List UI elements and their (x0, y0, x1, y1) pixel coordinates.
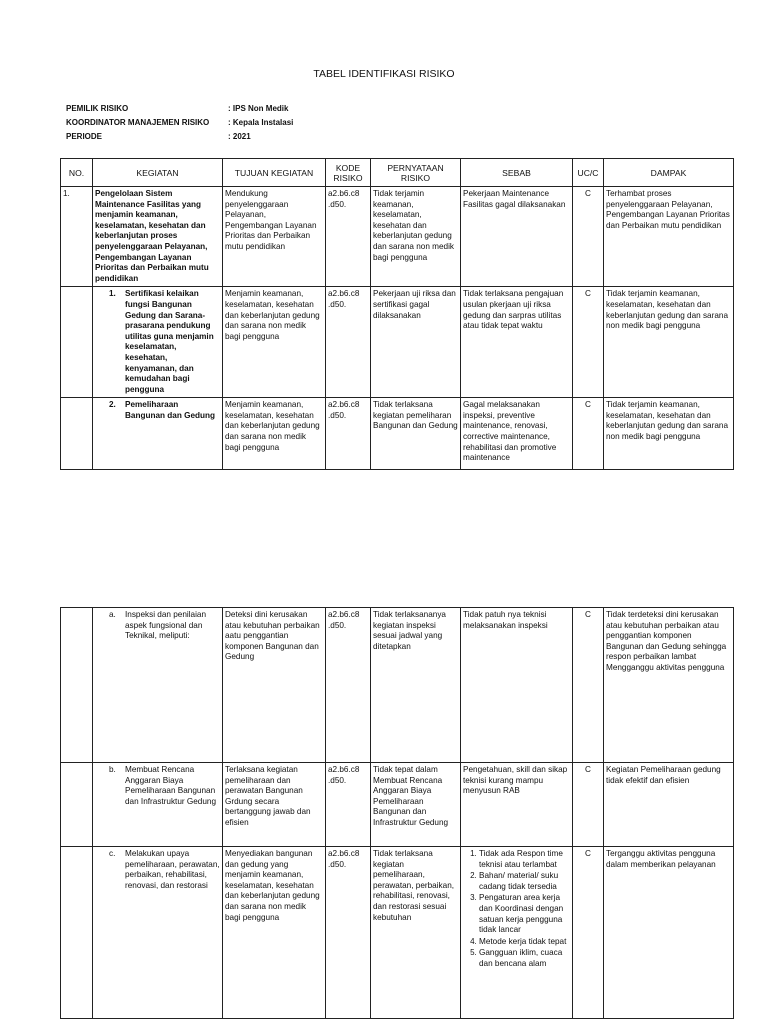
header-sebab: SEBAB (461, 159, 573, 187)
document-title: TABEL IDENTIFIKASI RISIKO (313, 68, 455, 80)
meta-value: : Kepala Instalasi (228, 118, 294, 127)
cell-dampak: Tidak terdeteksi dini kerusakan atau kebutuhan perbaikan atau penggantian komponen Bangunan dan Gedung sehingga respon perbaikan lambat Mengganggu aktivitas pengguna (604, 608, 734, 763)
meta-label: PERIODE (66, 132, 103, 141)
cell-tujuan: Deteksi dini kerusakan atau kebutuhan perbaikan aatu penggantian komponen Bangunan dan Gedung (223, 608, 326, 763)
cell-no: 1. (61, 187, 93, 287)
cell-dampak: Kegiatan Pemeliharaan gedung tidak efektif dan efisien (604, 763, 734, 847)
cell-kode: a2.b6.c8 .d50. (326, 847, 371, 1019)
cell-dampak: Tidak terjamin keamanan, keselamatan, kesehatan dan keberlanjutan gedung dan sarana non medik bagi pengguna (604, 287, 734, 398)
meta-label: PEMILIK RISIKO (66, 104, 129, 113)
cause-item: 2. Bahan/ material/ suku cadang tidak tersedia (479, 871, 570, 892)
risk-meta-block (66, 102, 293, 144)
cell-kode: a2.b6.c8 .d50. (326, 398, 371, 470)
sub-item-text: Pemeliharaan Bangunan dan Gedung (125, 400, 216, 420)
header-kode: KODE RISIKO (326, 159, 371, 187)
cell-tujuan: Terlaksana kegiatan pemeliharaan dan perawatan Bangunan Grdung secara bertanggung jawab dan efisien (223, 763, 326, 847)
table-row (61, 287, 734, 398)
meta-row-coordinator (66, 116, 293, 130)
cell-pernyataan: Tidak terjamin keamanan, keselamatan, kesehatan dan keberlanjutan gedung dan sarana non medik bagi pengguna (371, 187, 461, 287)
cell-dampak: Terhambat proses penyelenggaraan Pelayanan, Pengembangan Layanan Prioritas dan Perbaikan mutu pendidikan (604, 187, 734, 287)
cell-ucc: C (573, 187, 604, 287)
risk-table-continued (60, 607, 734, 1019)
cell-pernyataan: Tidak terlaksananya kegiatan inspeksi sesuai jadwal yang ditetapkan (371, 608, 461, 763)
cause-item: 5. Gangguan iklim, cuaca dan bencana alam (479, 948, 570, 969)
sub-item (95, 849, 220, 891)
cause-item: 1. Tidak ada Respon time teknisi atau terlambat (479, 849, 570, 870)
cell-ucc: C (573, 398, 604, 470)
header-ucc: UC/C (573, 159, 604, 187)
sub-item (95, 289, 220, 395)
cell-dampak: Tidak terjamin keamanan, keselamatan, kesehatan dan keberlanjutan gedung dan sarana non medik bagi pengguna (604, 398, 734, 470)
cell-kode: a2.b6.c8 .d50. (326, 763, 371, 847)
cell-no (61, 763, 93, 847)
cell-tujuan: Menyediakan bangunan dan gedung yang menjamin keamanan, keselamatan, kesehatan dan keberlanjutan gedung dan sarana non medik bagi pengguna (223, 847, 326, 1019)
sub-item (95, 400, 220, 421)
cell-kegiatan (93, 398, 223, 470)
table-row (61, 763, 734, 847)
cell-sebab: Tidak patuh nya teknisi melaksanakan inspeksi (461, 608, 573, 763)
header-pernyataan: PERNYATAAN RISIKO (371, 159, 461, 187)
sub-item-number: a. (109, 610, 116, 619)
header-dampak: DAMPAK (604, 159, 734, 187)
table-row (61, 608, 734, 763)
table-row (61, 398, 734, 470)
cell-kegiatan (93, 847, 223, 1019)
meta-row-period (66, 130, 293, 144)
sub-item-number: c. (109, 849, 116, 858)
cause-item: 3. Pengaturan area kerja dan Koordinasi dengan satuan kerja pengguna tidak lancar (479, 893, 570, 935)
cell-kegiatan (93, 608, 223, 763)
meta-row-owner (66, 102, 293, 116)
meta-value: : IPS Non Medik (228, 104, 289, 113)
sub-item-number: b. (109, 765, 116, 774)
header-kegiatan: KEGIATAN (93, 159, 223, 187)
cell-ucc: C (573, 763, 604, 847)
cell-tujuan: Mendukung penyelenggaraan Pelayanan, Pengembangan Layanan Prioritas dan Perbaikan mutu pendidikan (223, 187, 326, 287)
cell-sebab: Pengetahuan, skill dan sikap teknisi kurang mampu menyusun RAB (461, 763, 573, 847)
sub-item-text: Membuat Rencana Anggaran Biaya Pemeliharaan Bangunan dan Infrastruktur Gedung (125, 765, 217, 806)
sub-item (95, 610, 220, 642)
cell-pernyataan: Tidak tepat dalam Membuat Rencana Anggaran Biaya Pemeliharaan Bangunan dan Infrastruktur Gedung (371, 763, 461, 847)
cell-dampak: Terganggu aktivitas pengguna dalam memberikan pelayanan (604, 847, 734, 1019)
table-header-row (61, 159, 734, 187)
cause-list (463, 849, 570, 970)
cell-pernyataan: Pekerjaan uji riksa dan sertifikasi gagal dilaksanakan (371, 287, 461, 398)
cell-ucc: C (573, 608, 604, 763)
cell-tujuan: Menjamin keamanan, keselamatan, kesehatan dan keberlanjutan gedung dan sarana non medik bagi pengguna (223, 398, 326, 470)
cell-kegiatan (93, 763, 223, 847)
cell-no (61, 608, 93, 763)
cell-kegiatan (93, 287, 223, 398)
cause-item: 4. Metode kerja tidak tepat (479, 937, 570, 948)
sub-item-text: Sertifikasi kelaikan fungsi Bangunan Gedung dan Sarana-prasarana pendukung utilitas guna menjamin keselamatan, kesehatan, kenyamanan, dan kemudahan bagi pengguna (125, 289, 214, 394)
cell-pernyataan: Tidak terlaksana kegiatan pemeliharaan, perawatan, perbaikan, rehabilitasi, renovasi, dan restorasi sesuai kebutuhan (371, 847, 461, 1019)
sub-item-text: Inspeksi dan penilaian aspek fungsional dan Teknikal, meliputi: (125, 610, 207, 641)
cell-no (61, 287, 93, 398)
table-row (61, 847, 734, 1019)
sub-item (95, 765, 220, 807)
cell-sebab (461, 847, 573, 1019)
risk-table (60, 158, 734, 470)
cell-sebab: Pekerjaan Maintenance Fasilitas gagal dilaksanakan (461, 187, 573, 287)
sub-item-number: 2. (109, 400, 116, 410)
cell-ucc: C (573, 847, 604, 1019)
cell-no (61, 847, 93, 1019)
meta-label: KOORDINATOR MANAJEMEN RISIKO (66, 118, 210, 127)
cell-kode: a2.b6.c8 .d50. (326, 187, 371, 287)
cell-pernyataan: Tidak terlaksana kegiatan pemeliharan Bangunan dan Gedung (371, 398, 461, 470)
cell-no (61, 398, 93, 470)
cell-sebab: Tidak terlaksana pengajuan usulan pkerjaan uji riksa gedung dan sarpras utilitas atau tidak tepat waktu (461, 287, 573, 398)
meta-value: : 2021 (228, 132, 251, 141)
cell-ucc: C (573, 287, 604, 398)
sub-item-text: Melakukan upaya pemeliharaan, perawatan, perbaikan, rehabilitasi, renovasi, dan restorasi (125, 849, 220, 890)
sub-item-number: 1. (109, 289, 116, 299)
table-row (61, 187, 734, 287)
cell-kegiatan: Pengelolaan Sistem Maintenance Fasilitas yang menjamin keamanan, keselamatan, kesehatan dan keberlanjutan proses penyelenggaraan Pelayanan, Pengembangan Layanan Prioritas dan Perbaikan mutu pendidikan (93, 187, 223, 287)
cell-tujuan: Menjamin keamanan, keselamatan, kesehatan dan keberlanjutan gedung dan sarana non medik bagi pengguna (223, 287, 326, 398)
header-tujuan: TUJUAN KEGIATAN (223, 159, 326, 187)
cell-kode: a2.b6.c8 .d50. (326, 608, 371, 763)
header-no: NO. (61, 159, 93, 187)
cell-kode: a2.b6.c8 .d50. (326, 287, 371, 398)
cell-sebab: Gagal melaksanakan inspeksi, preventive maintenance, renovasi, corrective maintenance, rehabilitasi dan promotive maintenance (461, 398, 573, 470)
